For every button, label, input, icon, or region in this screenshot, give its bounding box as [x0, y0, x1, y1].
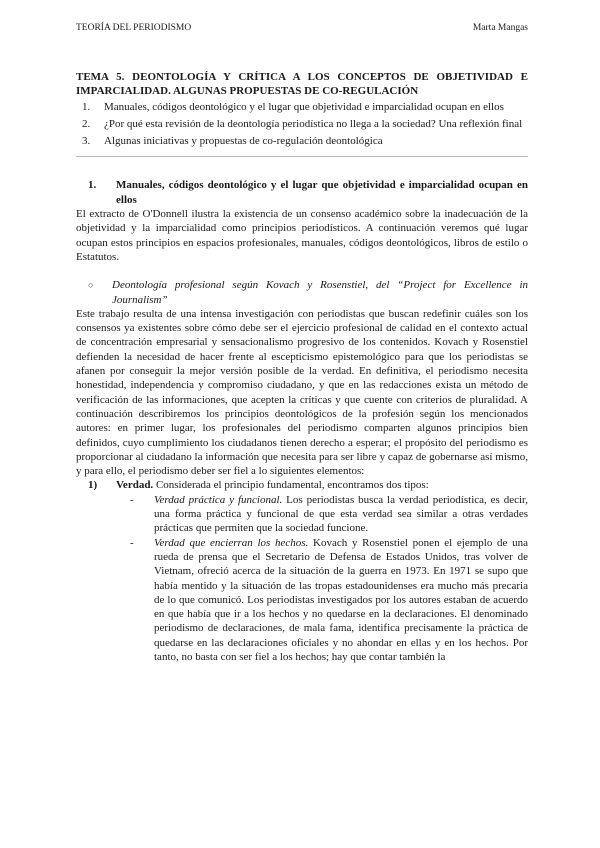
dash-item-verdad-hechos [124, 536, 528, 665]
toc-item: 1. Manuales, códigos deontológico y el lugar que objetividad e imparcialidad ocupan en ellos [82, 100, 504, 113]
dash-bullet: - [130, 493, 134, 506]
subsection-heading [76, 278, 528, 307]
list-item-label: Verdad. [116, 479, 154, 492]
list-item-verdad [76, 478, 528, 492]
dash-bullet: - [130, 536, 134, 549]
section-heading-text: Manuales, códigos deontológico y el lugar que objetividad e imparcialidad ocupan en ellos [116, 179, 528, 206]
circle-bullet-icon: ○ [88, 280, 94, 291]
horizontal-divider [76, 156, 528, 157]
subsection-heading-text: Deontología profesional según Kovach y Rosenstiel, del “Project for Excellence in Journalism” [112, 279, 528, 306]
dash-item-verdad-practica [124, 493, 528, 536]
page-title: TEMA 5. DEONTOLOGÍA Y CRÍTICA A LOS CONCEPTOS DE OBJETIVIDAD E IMPARCIALIDAD. ALGUNAS PROPUESTAS DE CO-REGULACIÓN [76, 71, 528, 98]
toc-item-number: 3. [82, 135, 91, 148]
section-number: 1. [88, 179, 97, 192]
dash-item-text: Los periodistas busca la verdad periodística, es decir, una forma práctica y funcional de que esta verdad sea similar a otras verdades prácticas que permiten que la sociedad funcione. [154, 493, 528, 535]
header-course-title: TEORÍA DEL PERIODISMO [76, 23, 192, 33]
dash-item-text: Kovach y Rosenstiel ponen el ejemplo de una rueda de prensa que el Secretario de Defensa de Estados Unidos, tras volver de Vietnam, ofreció acerca de la situación de la guerra en 1973. En 1971 se supo que había mentido y la situación de las tropas estadounidenses era mucho más precaria de lo que comunicó. Los periodistas investigados por los autores estaban de acuerdo en que había que ir a los hechos y no quedarse en la declaraciones. El denominado periodismo de declaraciones, de mala fama, identifica precisamente la práctica de quedarse en las declaraciones oficiales y no ahondar en ellas y en los hechos. Por tanto, no basta con ser fiel a los hechos; hay que contar también la [154, 536, 528, 663]
toc-item-number: 1. [82, 100, 91, 113]
table-of-contents [76, 100, 528, 149]
section-intro-paragraph: El extracto de O'Donnell ilustra la existencia de un consenso académico sobre la inadecuación de la objetividad y la imparcialidad como principios periodísticos. A continuación veremos qué lugar ocupan estos principios en espacios profesionales, manuales, códigos deontológicos, libros de estilo o Estatutos. [76, 208, 528, 263]
toc-item: 3. Algunas iniciativas y propuestas de co-regulación deontológica [82, 135, 383, 148]
dash-item-label: Verdad práctica y funcional. [154, 493, 283, 506]
toc-item-number: 2. [82, 117, 91, 130]
section-heading [76, 178, 528, 207]
document-body [76, 70, 528, 664]
list-item-text: Considerada el principio fundamental, encontramos dos tipos: [153, 479, 429, 492]
toc-item: 2. ¿Por qué esta revisión de la deontología periodística no llega a la sociedad? Una reflexión final [82, 117, 523, 130]
dash-item-label: Verdad que encierran los hechos. [154, 536, 309, 549]
list-item-number: 1) [88, 479, 98, 492]
subsection-body-paragraph: Este trabajo resulta de una intensa investigación con periodistas que buscan redefinir cuáles son los consensos ya existentes sobre cómo debe ser el ejercicio profesional de calidad en el contexto actual de concentración empresarial y sensacionalismo progresivo de los contenidos. Kovach y Rosenstiel defienden la necesidad de hacer frente al escepticismo epistemológico para que los periodistas se afanen por conseguir la mejor versión posible de la verdad. En definitiva, el periodismo necesita honestidad, independencia y compromiso ciudadano, y que en las redacciones exista un método de verificación de las informaciones, que acepten la críticas y que cuente con criterios de pluralidad. A continuación describiremos los principios deontológicos de la profesión según los mencionados autores: en primer lugar, los profesionales del periodismo comparten algunos principios bien definidos, cuyo cumplimiento los ciudadanos tienen derecho a esperar; el propósito del periodismo es proporcionar al ciudadano la información que necesita para ser libre y capaz de gobernarse así mismo, y para ello, el periodismo deber ser fiel a lo siguientes elementos: [76, 307, 528, 478]
header-author: Marta Mangas [472, 23, 528, 33]
